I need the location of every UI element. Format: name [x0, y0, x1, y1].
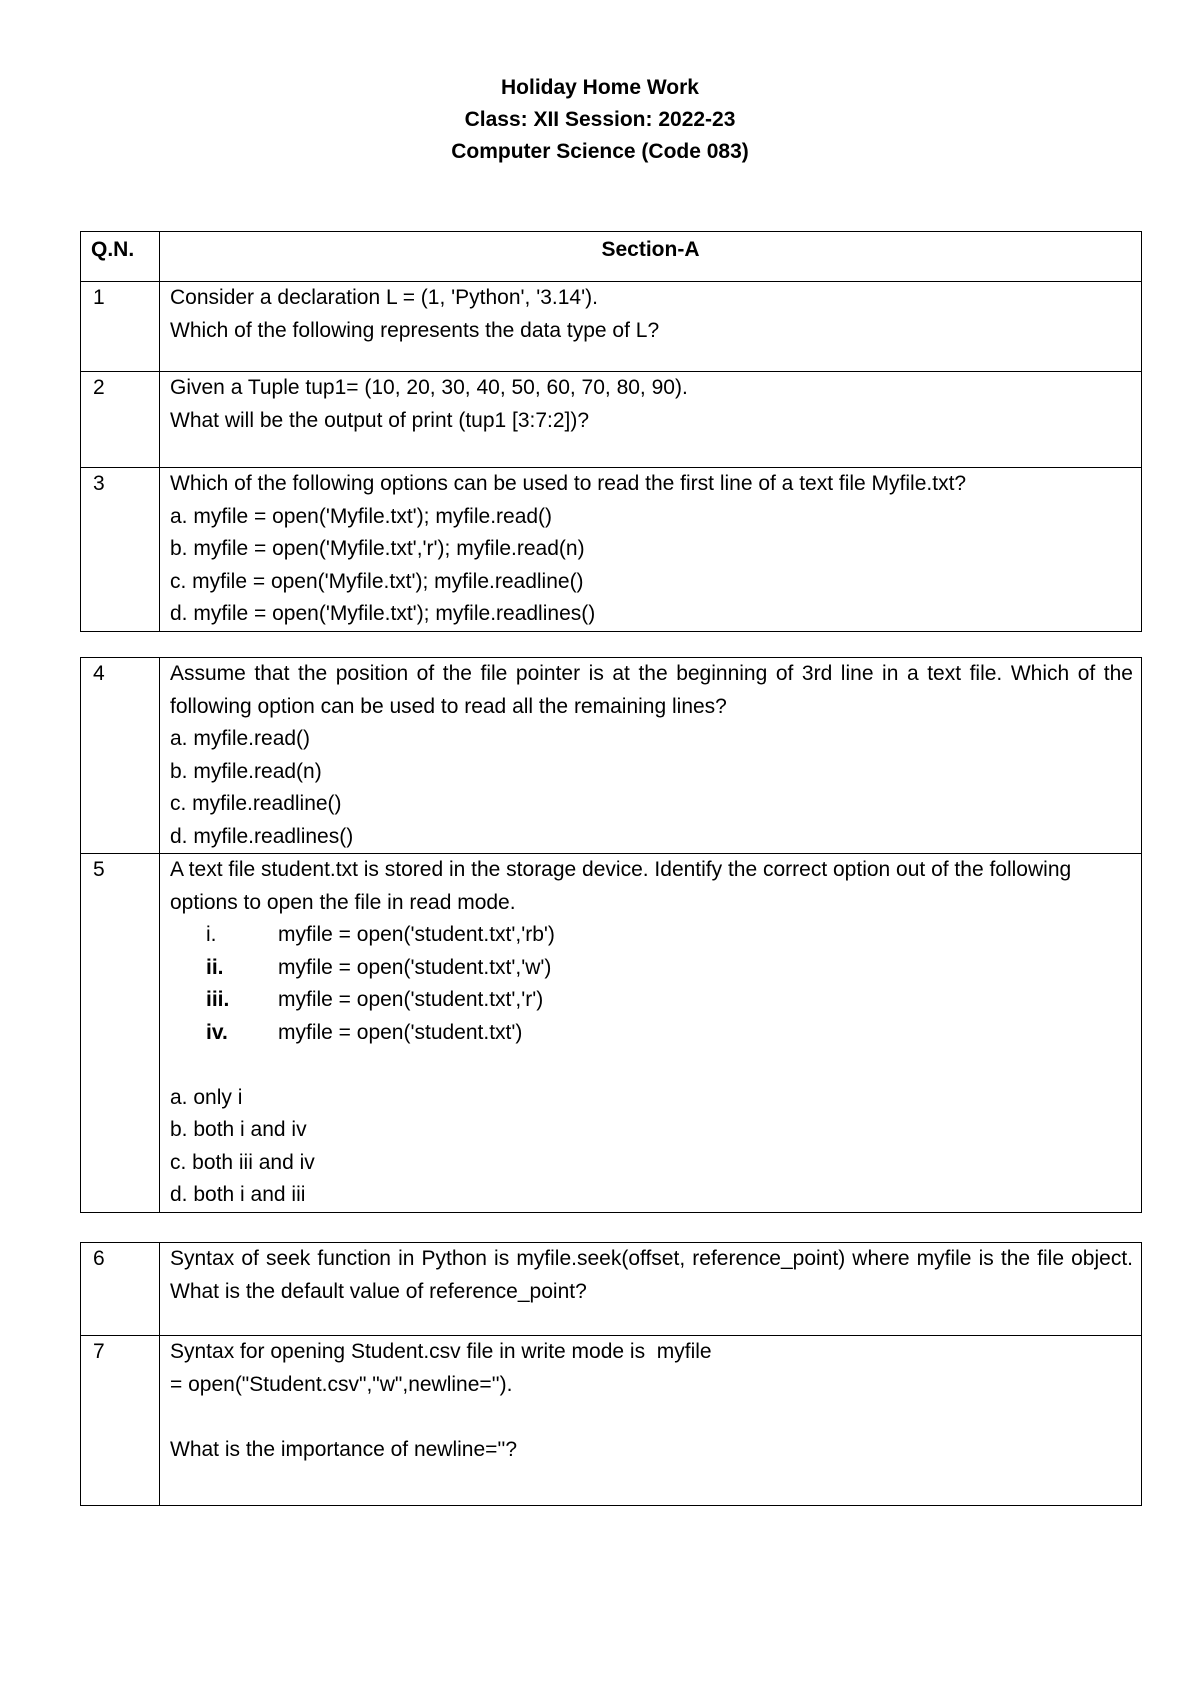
questions-table-3 — [80, 1242, 1142, 1506]
question-number: 6 — [81, 1243, 160, 1336]
class-session: Class: XII Session: 2022-23 — [464, 108, 736, 131]
blank-line — [170, 1049, 1133, 1082]
question-number: 1 — [81, 282, 160, 372]
question-number: 7 — [81, 1336, 160, 1506]
question-number: 3 — [81, 468, 160, 632]
question-number: 2 — [81, 372, 160, 468]
question-line: Which of the following options can be used to read the first line of a text file Myfile.txt? — [170, 472, 967, 495]
option-b: b. myfile = open('Myfile.txt','r'); myfile.read(n) — [170, 537, 585, 560]
option-d: d. myfile = open('Myfile.txt'); myfile.readlines() — [170, 602, 596, 625]
questions-table-1 — [80, 231, 1142, 632]
question-text — [160, 658, 1142, 854]
document-header — [0, 72, 1200, 168]
question-text — [160, 372, 1142, 468]
question-line: Syntax of seek function in Python is myfile.seek(offset, reference_point) where myfile is the file object. What is the default value of reference_point? — [170, 1247, 1139, 1303]
question-line: Given a Tuple tup1= (10, 20, 30, 40, 50, 60, 70, 80, 90). — [170, 376, 688, 399]
blank-line — [170, 1401, 1133, 1434]
question-line: What will be the output of print (tup1 [3:7:2])? — [170, 408, 590, 432]
option-c: c. both iii and iv — [170, 1150, 315, 1174]
option-d: d. both i and iii — [170, 1183, 306, 1206]
option-a: a. myfile.read() — [170, 727, 311, 750]
question-row-7 — [81, 1336, 1142, 1506]
roman-label: iv. — [206, 1020, 228, 1044]
question-line: Syntax for opening Student.csv file in write mode is myfile — [170, 1340, 712, 1363]
option-b: b. myfile.read(n) — [170, 759, 322, 783]
question-line: Which of the following represents the data type of L? — [170, 318, 660, 342]
question-line: What is the importance of newline=''? — [170, 1437, 518, 1461]
option-b: b. both i and iv — [170, 1118, 307, 1141]
section-header: Section-A — [160, 232, 1142, 282]
qn-header: Q.N. — [81, 232, 160, 282]
roman-text: myfile = open('student.txt','w') — [278, 955, 552, 979]
question-text — [160, 468, 1142, 632]
question-line: Consider a declaration L = (1, 'Python', '3.14'). — [170, 286, 598, 309]
roman-option-iv — [170, 1017, 1133, 1050]
option-d: d. myfile.readlines() — [170, 824, 354, 848]
question-line: A text file student.txt is stored in the storage device. Identify the correct option out of the following options to open the file in read mode. — [170, 858, 1078, 914]
question-line: = open("Student.csv","w",newline=''). — [170, 1372, 513, 1396]
roman-text: myfile = open('student.txt','r') — [278, 988, 544, 1011]
question-row-3 — [81, 468, 1142, 632]
roman-option-ii — [170, 952, 1133, 985]
question-row-1 — [81, 282, 1142, 372]
question-row-4 — [81, 658, 1142, 854]
roman-label: ii. — [206, 955, 224, 979]
questions-table-2 — [80, 657, 1142, 1213]
roman-label: iii. — [206, 988, 230, 1011]
option-a: a. myfile = open('Myfile.txt'); myfile.read() — [170, 504, 553, 528]
question-line: Assume that the position of the file pointer is at the beginning of 3rd line in a text file. Which of the following option can be used to read all the remaining lines? — [170, 662, 1139, 718]
question-row-5 — [81, 854, 1142, 1213]
document-title: Holiday Home Work — [501, 76, 699, 99]
question-row-2 — [81, 372, 1142, 468]
option-c: c. myfile.readline() — [170, 792, 342, 815]
roman-text: myfile = open('student.txt','rb') — [278, 923, 555, 946]
table-header-row — [81, 232, 1142, 282]
question-text — [160, 1336, 1142, 1506]
question-number: 4 — [81, 658, 160, 854]
question-number: 5 — [81, 854, 160, 1213]
roman-text: myfile = open('student.txt') — [278, 1020, 523, 1044]
question-text — [160, 1243, 1142, 1336]
option-c: c. myfile = open('Myfile.txt'); myfile.readline() — [170, 569, 584, 593]
subject-title: Computer Science (Code 083) — [451, 140, 749, 163]
roman-option-i — [170, 919, 1133, 952]
question-text — [160, 282, 1142, 372]
question-text — [160, 854, 1142, 1213]
question-row-6 — [81, 1243, 1142, 1336]
roman-option-iii — [170, 984, 1133, 1017]
roman-label: i. — [206, 923, 217, 946]
option-a: a. only i — [170, 1085, 243, 1109]
